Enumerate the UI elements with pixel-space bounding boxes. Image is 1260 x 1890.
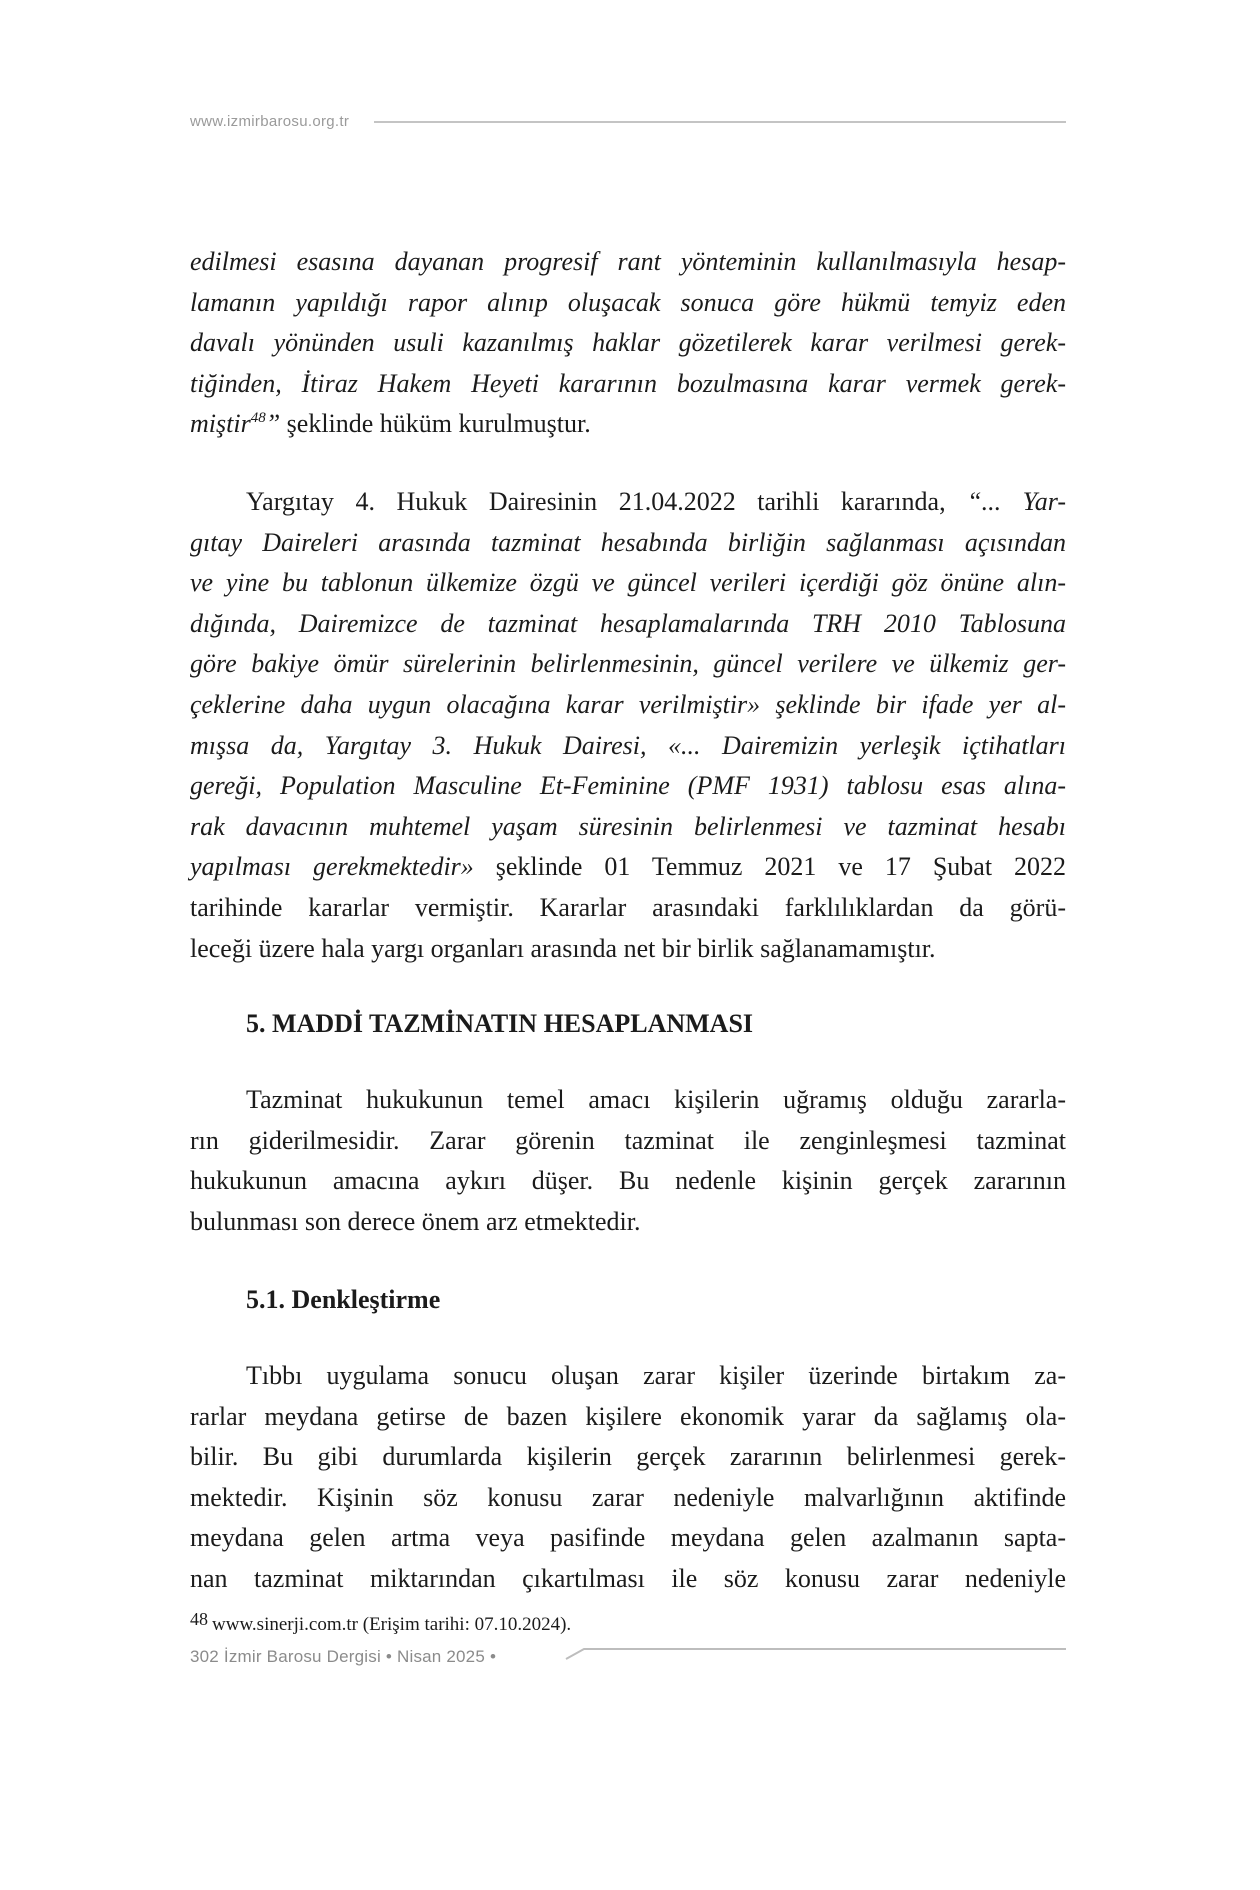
page-number: 302 [190, 1647, 219, 1666]
paragraph-1-line-4: tiğinden, İtiraz Hakem Heyeti kararının bozulmasına karar vermek gerek- [190, 368, 1066, 398]
paragraph-3-line-4: bulunması son derece önem arz etmektedir. [190, 1206, 641, 1236]
paragraph-4-line-2: rarlar meydana getirse de bazen kişilere ekonomik yarar da sağlamış ola- [190, 1401, 1066, 1431]
paragraph-2-line-9: rak davacının muhtemel yaşam süresinin belirlenmesi ve tazminat hesabı [190, 811, 1066, 841]
paragraph-2-line-8: gereği, Population Masculine Et-Feminine (PMF 1931) tablosu esas alına- [190, 771, 1066, 801]
quote-end-text: yapılması gerekmektedir» [190, 852, 474, 882]
footnote-number: 48 [190, 1609, 208, 1629]
paragraph-2-line-3: ve yine bu tablonun ülkemize özgü ve güncel verileri içerdiği göz önüne alın- [190, 568, 1066, 598]
paragraph-4-line-1: Tıbbı uygulama sonucu oluşan zarar kişiler üzerinde birtakım za- [246, 1361, 1066, 1390]
footnote-text[interactable]: www.sinerji.com.tr (Erişim tarihi: 07.10.2024). [212, 1614, 572, 1635]
paragraph-1-line-1: edilmesi esasına dayanan progresif rant yönteminin kullanılmasıyla hesap- [190, 247, 1066, 276]
paragraph-2-line-6: çeklerine daha uygun olacağına karar verilmiştir» şeklinde bir ifade yer al- [190, 689, 1066, 719]
paragraph-2-line-4: dığında, Dairemizce de tazminat hesaplamalarında TRH 2010 Tablosuna [190, 608, 1066, 638]
paragraph-2-line-10 [190, 847, 1066, 888]
journal-name: İzmir Barosu Dergisi [223, 1647, 381, 1666]
paragraph-2 [190, 482, 1066, 969]
paragraph-4-line-5: meydana gelen artma veya pasifinde meydana gelen azalmanın sapta- [190, 1523, 1066, 1553]
header-site-url: www.izmirbarosu.org.tr [190, 113, 350, 130]
line-roman-text: Yargıtay 4. Hukuk Dairesinin 21.04.2022 tarihli kararında, [246, 487, 968, 516]
paragraph-4 [190, 1356, 1066, 1600]
quote-start-text: “... Yar- [967, 487, 1066, 516]
quote-end-text: miştir [190, 409, 251, 439]
paragraph-2-line-2: gıtay Daireleri arasında tazminat hesabında birliğin sağlanması açısından [190, 527, 1066, 557]
paragraph-4-line-3: bilir. Bu gibi durumlarda kişilerin gerçek zararının belirlenmesi gerek- [190, 1442, 1066, 1472]
paragraph-4-line-4: mektedir. Kişinin söz konusu zarar nedeniyle malvarlığının aktifinde [190, 1482, 1066, 1512]
footnote-reference[interactable]: 48 [250, 410, 266, 427]
subsection-heading: 5.1. Denkleştirme [246, 1285, 441, 1314]
paragraph-3 [190, 1080, 1066, 1242]
footer-separator: • [489, 1647, 497, 1666]
paragraph-2-line-1 [190, 482, 1066, 523]
section-heading: 5. MADDİ TAZMİNATIN HESAPLANMASI [246, 1009, 754, 1038]
paragraph-1-line-2: lamanın yapıldığı rapor alınıp oluşacak sonuca göre hükmü temyiz eden [190, 287, 1066, 317]
paragraph-2-line-5: göre bakiye ömür sürelerinin belirlenmesinin, güncel verilere ve ülkemiz ger- [190, 649, 1066, 679]
footer-separator: • [385, 1647, 393, 1666]
page-footer [190, 1646, 496, 1668]
footnote [190, 1610, 1066, 1639]
paragraph-3-line-2: rın giderilmesidir. Zarar görenin tazminat ile zenginleşmesi tazminat [190, 1125, 1066, 1155]
paragraph-2-line-7: mışsa da, Yargıtay 3. Hukuk Dairesi, «... Dairemizin yerleşik içtihatları [190, 730, 1066, 760]
paragraph-2-line-11: tarihinde kararlar vermiştir. Kararlar arasındaki farklılıklardan da görü- [190, 892, 1066, 922]
line-roman-text: şeklinde hüküm kurulmuştur. [280, 409, 591, 439]
header-rule [374, 121, 1066, 123]
paragraph-3-line-1: Tazminat hukukunun temel amacı kişilerin uğramış olduğu zararla- [246, 1085, 1066, 1114]
line-roman-text: şeklinde 01 Temmuz 2021 ve 17 Şubat 2022 [473, 852, 1066, 882]
issue-date: Nisan 2025 [396, 1647, 485, 1666]
paragraph-4-line-6: nan tazminat miktarından çıkartılması ile söz konusu zarar nedeniyle [190, 1563, 1066, 1593]
paragraph-1-line-3: davalı yönünden usuli kazanılmış haklar gözetilerek karar verilmesi gerek- [190, 328, 1066, 358]
paragraph-1 [190, 242, 1066, 445]
paragraph-3-line-3: hukukunun amacına aykırı düşer. Bu nedenle kişinin gerçek zararının [190, 1166, 1066, 1196]
closing-quote: ” [265, 409, 281, 439]
paragraph-2-line-12: leceği üzere hala yargı organları arasında net bir birlik sağlanamamıştır. [190, 933, 936, 963]
paragraph-1-line-5 [190, 404, 1066, 445]
